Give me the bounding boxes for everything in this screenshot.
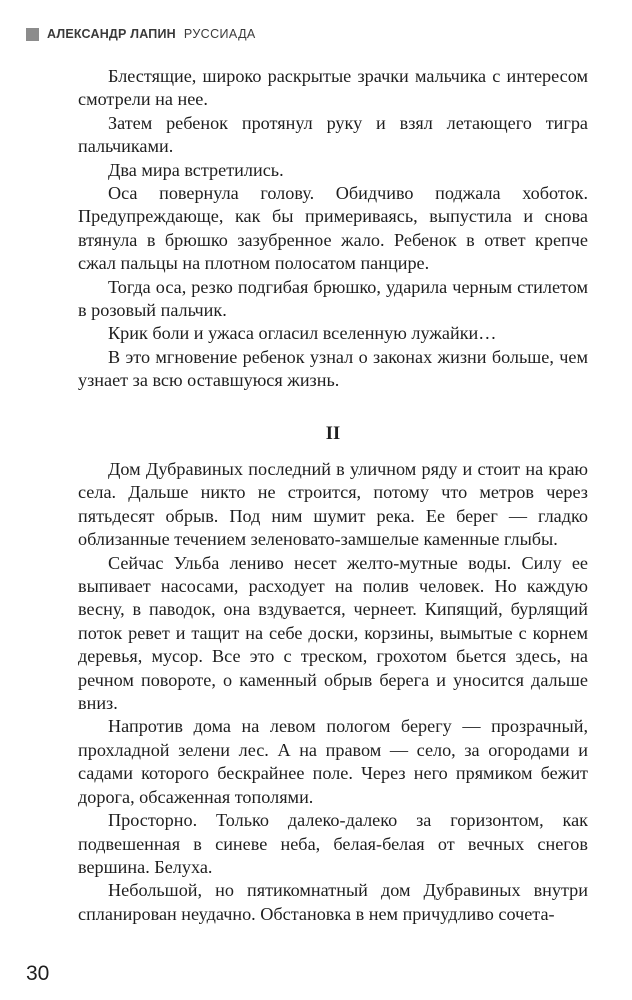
paragraph: Крик боли и ужаса огласил вселенную лужайки… (108, 323, 497, 344)
paragraph: Просторно. Только далеко-далеко за горизонтом, как подвешенная в синеве неба, белая-белая от вечных снегов вершина. Белуха. (78, 810, 588, 877)
paragraph: Два мира встретились. (108, 159, 284, 180)
paragraph: В это мгновение ребенок узнал о законах жизни больше, чем узнает за всю оставшуюся жизнь. (78, 346, 588, 391)
section-2-text (78, 458, 588, 926)
chapter-number: II (325, 424, 341, 444)
paragraph: Сейчас Ульба лениво несет желто-мутные воды. Силу ее выпивает насосами, расходует на полив человек. Но каждую весну, в паводок, она вздувается, чернеет. Кипящий, бурлящий поток ревет и тащит на себе доски, корзины, вымытые с корнем деревья, мусор. Все это с треском, грохотом бьется здесь, на речном повороте, о каменный обрыв берега и уносится дальше вниз. (78, 552, 588, 714)
paragraph: Тогда оса, резко подгибая брюшко, ударила черным стилетом в розовый пальчик. (78, 276, 588, 321)
paragraph: Дом Дубравиных последний в уличном ряду и стоит на краю села. Дальше никто не строится, потому что метров через пятьдесят обрыв. Под ним шумит река. Ее берег — гладко облизанные течением зеленовато-замшелые каменные глыбы. (78, 459, 588, 550)
page-number: 30 (26, 962, 50, 985)
paragraph: Оса повернула голову. Обидчиво поджала хоботок. Предупреждающе, как бы примериваясь, выпустила и снова втянула в брюшко зазубренное жало. Ребенок в ответ крепче сжал пальцы на плотном полосатом панцире. (78, 183, 588, 274)
section-1-text (78, 65, 588, 393)
paragraph: Небольшой, но пятикомнатный дом Дубравиных внутри спланирован неудачно. Обстановка в нем причудливо сочета- (78, 880, 588, 924)
paragraph: Напротив дома на левом пологом берегу — прозрачный, прохладной зелени лес. А на правом — село, за огородами и садами которого бескрайнее поле. Через него прямиком бежит дорога, обсаженная тополями. (78, 716, 588, 807)
header-book-title: РУССИАДА (183, 27, 256, 41)
running-head (26, 27, 256, 41)
header-square-mark (26, 28, 39, 41)
paragraph: Затем ребенок протянул руку и взял летающего тигра пальчиками. (78, 112, 588, 157)
header-author: АЛЕКСАНДР ЛАПИН (47, 27, 176, 41)
paragraph: Блестящие, широко раскрытые зрачки мальчика с интересом смотрели на нее. (78, 66, 588, 110)
